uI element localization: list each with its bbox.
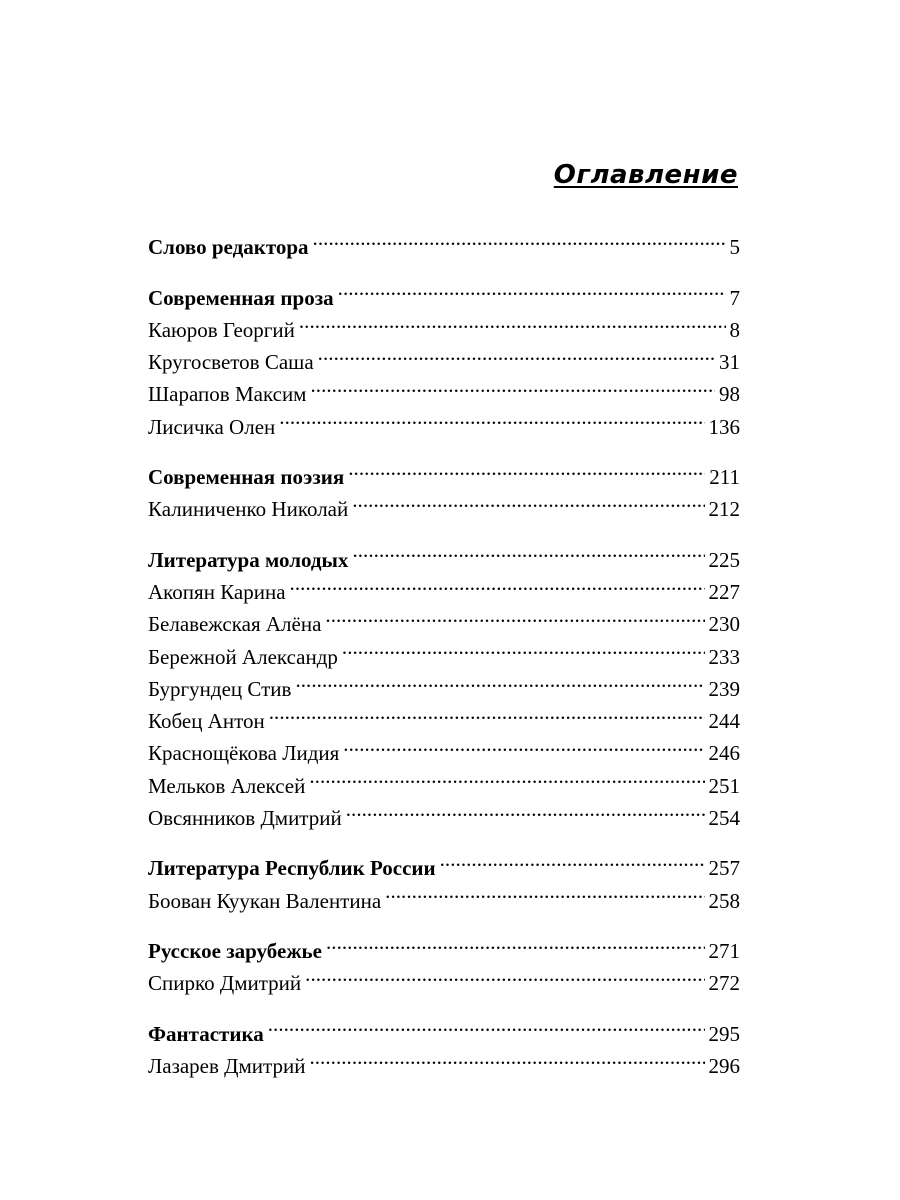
dot-leader (326, 926, 705, 958)
toc-heading-entry[interactable] (148, 1008, 740, 1046)
toc-page-number: 5 (729, 235, 740, 260)
page-title: Оглавление (553, 160, 738, 190)
dot-leader (346, 793, 705, 825)
toc-page-number: 254 (708, 806, 740, 831)
dot-leader (385, 875, 704, 907)
dot-leader (348, 452, 705, 484)
toc-page-number: 258 (708, 888, 740, 913)
dot-leader (310, 369, 715, 401)
toc-heading-entry[interactable] (148, 843, 740, 881)
toc-entry-label: Краснощёкова Лидия (148, 741, 340, 766)
toc-heading-label: Фантастика (148, 1021, 264, 1046)
toc-entry-label: Шарапов Максим (148, 382, 307, 407)
dot-leader (299, 305, 726, 337)
dot-leader (313, 222, 726, 254)
dot-leader (352, 484, 704, 516)
toc-section (148, 452, 740, 522)
toc-entry-label: Кобец Антон (148, 709, 265, 734)
dot-leader (309, 760, 704, 792)
toc-page-number: 211 (709, 465, 740, 490)
toc-heading-label: Литература молодых (148, 547, 349, 572)
toc-heading-label: Современная поэзия (148, 465, 345, 490)
dot-leader (440, 843, 705, 875)
dot-leader (325, 599, 704, 631)
toc-entry-label: Овсянников Дмитрий (148, 806, 342, 831)
toc-entry-label: Каюров Георгий (148, 317, 295, 342)
toc-entry-label: Лазарев Дмитрий (148, 1053, 306, 1078)
dot-leader (305, 958, 704, 990)
toc-section (148, 926, 740, 996)
toc-entry-label: Мельков Алексей (148, 773, 306, 798)
dot-leader (268, 1008, 705, 1040)
toc-page-number: 244 (708, 709, 740, 734)
toc-section (148, 534, 740, 831)
toc-section (148, 222, 740, 260)
toc-heading-label: Литература Республик России (148, 856, 436, 881)
toc-heading-entry[interactable] (148, 452, 740, 490)
toc-heading-label: Современная проза (148, 285, 334, 310)
toc-page-number: 295 (708, 1021, 740, 1046)
dot-leader (279, 401, 704, 433)
toc-heading-label: Слово редактора (148, 235, 309, 260)
toc-page-number: 212 (708, 497, 740, 522)
toc-section (148, 843, 740, 913)
toc-page-number: 230 (708, 612, 740, 637)
dot-leader (295, 664, 704, 696)
toc-heading-label: Русское зарубежье (148, 938, 322, 963)
toc-entry-label: Калиниченко Николай (148, 497, 349, 522)
toc-page-number: 246 (708, 741, 740, 766)
table-of-contents (148, 158, 740, 1091)
dot-leader (338, 272, 726, 304)
toc-entry-label: Спирко Дмитрий (148, 971, 302, 996)
toc-page-number: 233 (708, 644, 740, 669)
toc-page-number: 225 (708, 547, 740, 572)
dot-leader (342, 631, 705, 663)
toc-page-number: 257 (708, 856, 740, 881)
toc-entry-label: Бургундец Стив (148, 676, 292, 701)
toc-heading-entry[interactable] (148, 272, 740, 310)
dot-leader (343, 728, 704, 760)
toc-entry-label: Бережной Александр (148, 644, 338, 669)
dot-leader (309, 1041, 704, 1073)
toc-page-number: 7 (729, 285, 740, 310)
toc-section (148, 272, 740, 439)
toc-page-number: 227 (708, 579, 740, 604)
toc-page-number: 251 (708, 773, 740, 798)
toc-entry-label: Белавежская Алёна (148, 612, 322, 637)
toc-entry-label: Кругосветов Саша (148, 350, 314, 375)
toc-heading-entry[interactable] (148, 222, 740, 260)
toc-page-number: 296 (708, 1053, 740, 1078)
toc-entry-label: Акопян Карина (148, 579, 286, 604)
toc-page-number: 98 (719, 382, 740, 407)
toc-heading-entry[interactable] (148, 926, 740, 963)
toc-heading-entry[interactable] (148, 534, 740, 572)
dot-leader (269, 696, 705, 728)
toc-page-number: 31 (719, 350, 740, 375)
toc-page-number: 272 (708, 971, 740, 996)
dot-leader (318, 337, 715, 369)
toc-page-number: 136 (708, 414, 740, 439)
toc-entry-label: Боован Куукан Валентина (148, 888, 382, 913)
toc-entry-label: Лисичка Олен (148, 414, 276, 439)
dot-leader (352, 534, 704, 566)
toc-section (148, 1008, 740, 1078)
dot-leader (290, 567, 705, 599)
toc-page-number: 271 (708, 938, 740, 963)
toc-page-number: 8 (729, 317, 740, 342)
toc-page-number: 239 (708, 676, 740, 701)
